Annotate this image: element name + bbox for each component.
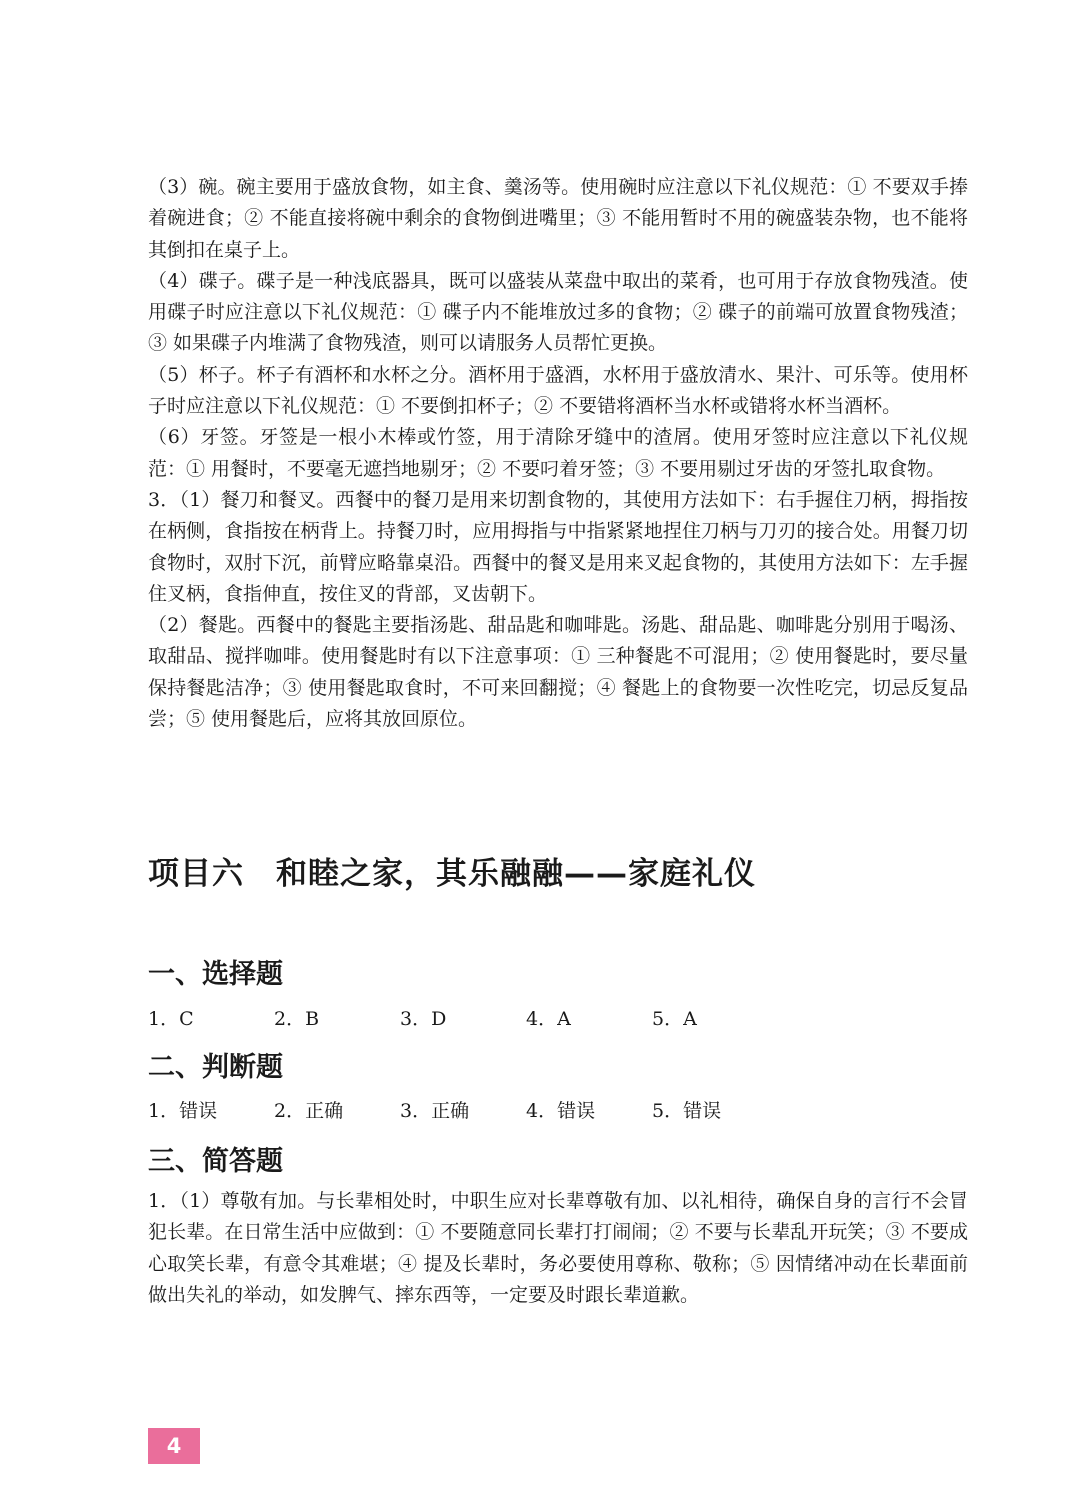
paragraph-respect-elders: 1．（1）尊敬有加。与长辈相处时，中职生应对长辈尊敬有加、以礼相待，确保自身的言行不会冒犯长辈。在日常生活中应做到：① 不要随意同长辈打打闹闹；② 不要与长辈乱开玩笑；③ 不要成心取笑长辈，有意令其难堪；④ 提及长辈时，务必要使用尊称、敬称；⑤ 因情绪冲动在长辈面前做出失礼的举动，如发脾气、摔东西等，一定要及时跟长辈道歉。 (148, 1190, 968, 1306)
answer-item: 1．C (148, 1008, 194, 1030)
answer-item: 2．B (274, 1008, 320, 1030)
paragraph-plate: （4）碟子。碟子是一种浅底器具，既可以盛装从菜盘中取出的菜肴，也可用于存放食物残渣。使用碟子时应注意以下礼仪规范：① 碟子内不能堆放过多的食物；② 碟子的前端可放置食物残渣；③ 如果碟子内堆满了食物残渣，则可以请服务人员帮忙更换。 (148, 269, 968, 355)
answers-choice (148, 1004, 778, 1031)
paragraph-knife-fork: 3．（1）餐刀和餐叉。西餐中的餐刀是用来切割食物的，其使用方法如下：右手握住刀柄，拇指按在柄侧，食指按在柄背上。持餐刀时，应用拇指与中指紧紧地捏住刀柄与刀刃的接合处。用餐刀切食物时，双肘下沉，前臂应略靠桌沿。西餐中的餐叉是用来叉起食物的，其使用方法如下：左手握住叉柄，食指伸直，按住叉的背部，叉齿朝下。 (148, 488, 968, 605)
answer-item: 5．A (652, 1008, 697, 1030)
page-number-badge (148, 1428, 200, 1464)
section-title-judgment: 二、判断题 (148, 1052, 283, 1083)
answer-item: 1．错误 (148, 1100, 218, 1122)
short-answer-block (148, 1186, 968, 1311)
answer-item: 5．错误 (652, 1100, 722, 1122)
page-number: 4 (166, 1434, 182, 1458)
project-title: 项目六 和睦之家，其乐融融——家庭礼仪 (148, 856, 756, 892)
paragraph-bowl: （3）碗。碗主要用于盛放食物，如主食、羹汤等。使用碗时应注意以下礼仪规范：① 不要双手捧着碗进食；② 不能直接将碗中剩余的食物倒进嘴里；③ 不能用暂时不用的碗盛装杂物，也不能将其倒扣在桌子上。 (148, 176, 968, 261)
paragraph-cup: （5）杯子。杯子有酒杯和水杯之分。酒杯用于盛酒，水杯用于盛放清水、果汁、可乐等。使用杯子时应注意以下礼仪规范：① 不要倒扣杯子；② 不要错将酒杯当水杯或错将水杯当酒杯。 (148, 363, 968, 418)
answer-item: 3．正确 (400, 1100, 470, 1122)
answer-item: 2．正确 (274, 1100, 344, 1122)
body-text (148, 172, 968, 735)
answers-judgment (148, 1096, 778, 1123)
answer-item: 3．D (400, 1008, 447, 1030)
paragraph-spoon: （2）餐匙。西餐中的餐匙主要指汤匙、甜品匙和咖啡匙。汤匙、甜品匙、咖啡匙分别用于喝汤、取甜品、搅拌咖啡。使用餐匙时有以下注意事项：① 三种餐匙不可混用；② 使用餐匙时，要尽量保持餐匙洁净；③ 使用餐匙取食时，不可来回翻搅；④ 餐匙上的食物要一次性吃完，切忌反复品尝；⑤ 使用餐匙后，应将其放回原位。 (148, 614, 968, 731)
answer-item: 4．错误 (526, 1100, 596, 1122)
answer-item: 4．A (526, 1008, 571, 1030)
section-title-choice: 一、选择题 (148, 959, 283, 990)
section-title-short-answer: 三、简答题 (148, 1146, 283, 1177)
paragraph-toothpick: （6）牙签。牙签是一根小木棒或竹签，用于清除牙缝中的渣屑。使用牙签时应注意以下礼仪规范：① 用餐时，不要毫无遮挡地剔牙；② 不要叼着牙签；③ 不要用剔过牙齿的牙签扎取食物。 (148, 426, 968, 480)
